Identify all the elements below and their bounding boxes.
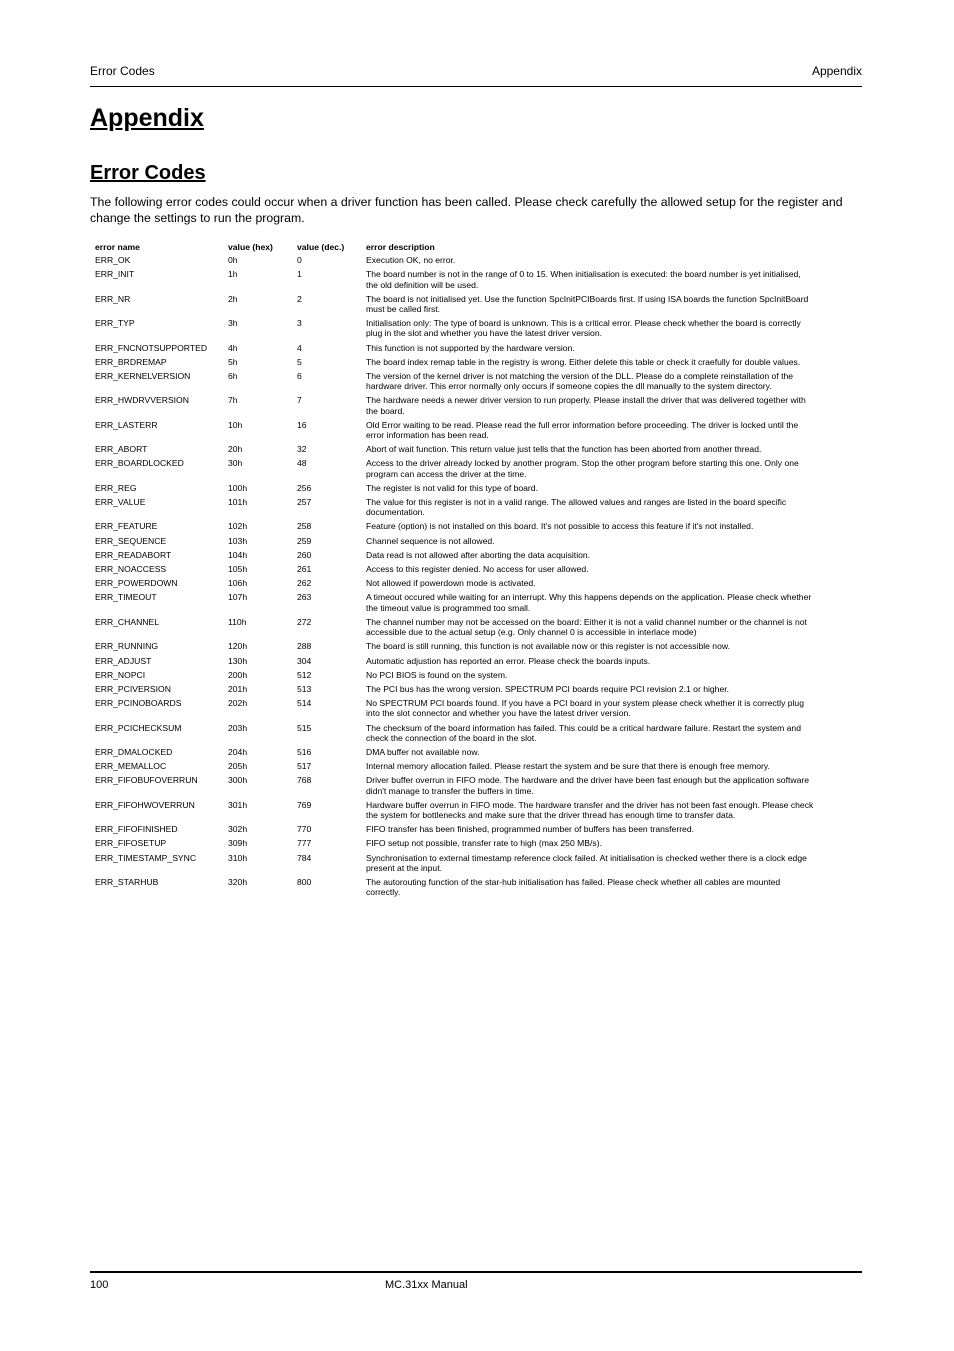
value-hex-cell: 1h <box>228 269 238 280</box>
value-hex-cell: 102h <box>228 521 248 532</box>
intro-paragraph: The following error codes could occur when a driver function has been called. Please check carefully the allowed setup for the register and change the settings to run the program. <box>90 195 843 225</box>
value-dec-cell: 48 <box>297 458 307 469</box>
table-row <box>93 656 817 670</box>
value-hex-cell: 6h <box>228 371 238 382</box>
value-hex-cell: 30h <box>228 458 243 469</box>
value-dec-cell: 1 <box>297 269 302 280</box>
table-row <box>93 877 817 901</box>
table-row <box>93 521 817 535</box>
table-row <box>93 853 817 877</box>
value-hex-cell: 120h <box>228 641 248 652</box>
error-description-cell: Automatic adjustion has reported an error. Please check the boards inputs. <box>366 655 651 666</box>
error-name-cell: ERR_VALUE <box>95 497 146 508</box>
error-description-cell: DMA buffer not available now. <box>366 746 480 757</box>
value-hex-cell: 103h <box>228 535 248 546</box>
value-dec-cell: 512 <box>297 669 312 680</box>
error-description-cell: Synchronisation to external timestamp reference clock failed. At initialisation is checked wether there is a clock edge present at the input. <box>366 852 807 873</box>
table-row <box>93 343 817 357</box>
error-description-cell: Access to the driver already locked by another program. Stop the other program before starting this one. Only one program can access the driver at the time. <box>366 458 799 479</box>
chapter-title: Appendix <box>90 104 204 132</box>
value-dec-cell: 257 <box>297 497 312 508</box>
error-name-cell: ERR_INIT <box>95 269 135 280</box>
table-header-row <box>93 242 817 255</box>
error-description-cell: Abort of wait function. This return value just tells that the function has been aborted from another thread. <box>366 444 762 455</box>
error-description-cell: No PCI BIOS is found on the system. <box>366 669 508 680</box>
value-dec-cell: 515 <box>297 722 312 733</box>
error-description-cell: The autorouting function of the star-hub initialisation has failed. Please check whether all cables are mounted correctly. <box>366 876 781 898</box>
error-name-cell: ERR_PCIVERSION <box>95 683 171 694</box>
value-hex-cell: 300h <box>228 775 248 786</box>
table-row <box>93 395 817 419</box>
error-description-cell: Channel sequence is not allowed. <box>366 535 495 546</box>
value-dec-cell: 7 <box>297 395 302 406</box>
table-row <box>93 617 817 641</box>
value-dec-cell: 259 <box>297 535 312 546</box>
value-hex-cell: 202h <box>228 698 248 709</box>
table-row <box>93 318 817 342</box>
value-hex-cell: 309h <box>228 838 248 849</box>
error-description-cell: Hardware buffer overrun in FIFO mode. The hardware transfer and the driver has not been fast enough. Please check the system for bottlenecks and make sure that the driver thread has enough time to transfer data. <box>366 799 814 820</box>
error-description-cell: FIFO setup not possible, transfer rate to high (max 250 MB/s). <box>366 838 602 849</box>
value-dec-cell: 5 <box>297 356 302 367</box>
error-name-cell: ERR_FIFOSETUP <box>95 838 167 849</box>
value-hex-cell: 7h <box>228 395 238 406</box>
value-dec-cell: 260 <box>297 549 312 560</box>
header-error-description: error description <box>366 242 435 252</box>
page-number: 100 <box>90 1279 109 1291</box>
error-description-cell: This function is not supported by the hardware version. <box>366 342 575 353</box>
error-name-cell: ERR_FIFOFINISHED <box>95 824 178 835</box>
error-description-cell: The channel number may not be accessed on the board: Either it is not a valid channel number or the channel is not accessible due to the actual setup (e.g. Only channel 0 is accessible in interlace mode) <box>366 616 807 638</box>
value-dec-cell: 272 <box>297 616 312 627</box>
value-hex-cell: 201h <box>228 683 248 694</box>
error-description-cell: Access to this register denied. No access for user allowed. <box>366 564 589 575</box>
value-dec-cell: 304 <box>297 655 312 666</box>
value-dec-cell: 517 <box>297 761 312 772</box>
value-dec-cell: 4 <box>297 342 302 353</box>
table-row <box>93 294 817 318</box>
value-hex-cell: 130h <box>228 655 248 666</box>
value-hex-cell: 110h <box>228 616 247 627</box>
error-description-cell: A timeout occured while waiting for an interrupt. Why this happens depends on the application. Please check whether the timeout value is programmed too small. <box>366 592 812 613</box>
value-dec-cell: 288 <box>297 641 312 652</box>
error-name-cell: ERR_TYP <box>95 318 135 329</box>
value-hex-cell: 3h <box>228 318 238 329</box>
table-row <box>93 747 817 761</box>
table-row <box>93 684 817 698</box>
table-row <box>93 698 817 722</box>
table-row <box>93 420 817 444</box>
value-dec-cell: 768 <box>297 775 312 786</box>
error-name-cell: ERR_LASTERR <box>95 419 158 430</box>
table-row <box>93 592 817 616</box>
value-dec-cell: 777 <box>297 838 312 849</box>
value-dec-cell: 513 <box>297 683 312 694</box>
page-header <box>90 62 862 87</box>
error-name-cell: ERR_ABORT <box>95 444 148 455</box>
value-hex-cell: 105h <box>228 564 248 575</box>
error-name-cell: ERR_HWDRVVERSION <box>95 395 189 406</box>
table-row <box>93 536 817 550</box>
error-description-cell: Feature (option) is not installed on this board. It's not possible to access this feature if it's not installed. <box>366 521 754 532</box>
value-hex-cell: 20h <box>228 444 243 455</box>
value-dec-cell: 2 <box>297 293 302 304</box>
table-row <box>93 670 817 684</box>
value-hex-cell: 4h <box>228 342 238 353</box>
value-dec-cell: 16 <box>297 419 307 430</box>
value-dec-cell: 256 <box>297 482 312 493</box>
error-name-cell: ERR_ADJUST <box>95 655 152 666</box>
value-hex-cell: 310h <box>228 852 248 863</box>
error-description-cell: FIFO transfer has been finished, programmed number of buffers has been transferred. <box>366 824 695 835</box>
error-name-cell: ERR_NOACCESS <box>95 564 167 575</box>
error-description-cell: The board is still running, this function is not available now or this register is not accessible now. <box>366 641 730 652</box>
value-dec-cell: 32 <box>297 444 307 455</box>
error-name-cell: ERR_REG <box>95 482 137 493</box>
value-hex-cell: 205h <box>228 761 248 772</box>
error-description-cell: The PCI bus has the wrong version. SPECTRUM PCI boards require PCI revision 2.1 or higher. <box>366 683 730 694</box>
error-description-cell: Internal memory allocation failed. Please restart the system and be sure that there is enough free memory. <box>366 761 770 772</box>
table-row <box>93 564 817 578</box>
error-name-cell: ERR_TIMESTAMP_SYNC <box>95 852 197 863</box>
value-hex-cell: 0h <box>228 255 238 266</box>
table-row <box>93 641 817 655</box>
table-row <box>93 458 817 482</box>
value-dec-cell: 784 <box>297 852 312 863</box>
value-hex-cell: 301h <box>228 799 248 810</box>
error-name-cell: ERR_FNCNOTSUPPORTED <box>95 342 208 353</box>
value-dec-cell: 258 <box>297 521 312 532</box>
error-description-cell: Execution OK, no error. <box>366 255 456 266</box>
error-description-cell: Data read is not allowed after aborting the data acquisition. <box>366 549 591 560</box>
table-row <box>93 578 817 592</box>
table-row <box>93 371 817 395</box>
table-row <box>93 838 817 852</box>
error-description-cell: The board is not initialised yet. Use the function SpcInitPCIBoards first. If using ISA boards the function SpcInitBoard must be called first. <box>366 293 809 315</box>
error-description-cell: The checksum of the board information has failed. This could be a critical hardware failure. Restart the system and check the connection of the board in the slot. <box>366 722 801 743</box>
value-dec-cell: 769 <box>297 799 312 810</box>
page-footer <box>90 1271 862 1291</box>
value-hex-cell: 200h <box>228 669 248 680</box>
value-hex-cell: 204h <box>228 746 248 757</box>
error-name-cell: ERR_NOPCI <box>95 669 146 680</box>
value-hex-cell: 302h <box>228 824 248 835</box>
value-dec-cell: 516 <box>297 746 312 757</box>
document-name: MC.31xx Manual <box>385 1279 468 1291</box>
error-name-cell: ERR_READABORT <box>95 549 172 560</box>
value-hex-cell: 104h <box>228 549 248 560</box>
error-name-cell: ERR_FEATURE <box>95 521 158 532</box>
error-description-cell: The board number is not in the range of 0 to 15. When initialisation is executed: the board number is yet initialised, the old definition will be used. <box>366 269 801 290</box>
value-dec-cell: 261 <box>297 564 312 575</box>
value-hex-cell: 203h <box>228 722 248 733</box>
header-chapter: Appendix <box>811 64 862 78</box>
table-row <box>93 761 817 775</box>
error-name-cell: ERR_MEMALLOC <box>95 761 167 772</box>
error-name-cell: ERR_NR <box>95 293 131 304</box>
error-name-cell: ERR_DMALOCKED <box>95 746 173 757</box>
error-description-cell: The register is not valid for this type of board. <box>366 482 538 493</box>
table-row <box>93 357 817 371</box>
error-description-cell: The value for this register is not in a valid range. The allowed values and ranges are listed in the board specific documentation. <box>366 497 787 518</box>
value-hex-cell: 100h <box>228 482 248 493</box>
error-description-cell: No SPECTRUM PCI boards found. If you have a PCI board in your system please check whether it is correctly plug into the slot connector and whether you have the latest driver version. <box>366 698 804 719</box>
value-hex-cell: 101h <box>228 497 248 508</box>
error-name-cell: ERR_SEQUENCE <box>95 535 167 546</box>
value-hex-cell: 107h <box>228 592 248 603</box>
table-row <box>93 550 817 564</box>
error-name-cell: ERR_PCINOBOARDS <box>95 698 182 709</box>
table-body <box>93 255 817 901</box>
header-error-name: error name <box>95 242 140 252</box>
value-hex-cell: 5h <box>228 356 238 367</box>
error-description-cell: The board index remap table in the registry is wrong. Either delete this table or check it craefully for double values. <box>366 356 801 367</box>
error-name-cell: ERR_KERNELVERSION <box>95 371 191 382</box>
table-row <box>93 483 817 497</box>
error-description-cell: Driver buffer overrun in FIFO mode. The hardware and the driver have been fast enough but the application software didn't manage to transfer the buffers in time. <box>366 775 809 796</box>
value-dec-cell: 3 <box>297 318 302 329</box>
error-name-cell: ERR_OK <box>95 255 131 266</box>
table-row <box>93 775 817 799</box>
table-row <box>93 444 817 458</box>
header-value-hex: value (hex) <box>228 242 273 252</box>
error-description-cell: The version of the kernel driver is not matching the version of the DLL. Please do a complete reinstallation of the hardware driver. This error normally only occurs if someone copies the dll manually to the system directory. <box>366 371 794 392</box>
error-name-cell: ERR_RUNNING <box>95 641 159 652</box>
error-name-cell: ERR_CHANNEL <box>95 616 159 627</box>
section-title: Error Codes <box>90 162 206 184</box>
error-name-cell: ERR_BRDREMAP <box>95 356 167 367</box>
error-codes-table <box>93 242 817 901</box>
error-name-cell: ERR_STARHUB <box>95 876 159 887</box>
error-description-cell: Initialisation only: The type of board is unknown. This is a critical error. Please check whether the board is correctly plug in the slot and whether you have the latest driver version. <box>366 318 801 339</box>
header-section: Error Codes <box>90 64 155 78</box>
value-dec-cell: 0 <box>297 255 302 266</box>
value-hex-cell: 106h <box>228 578 248 589</box>
table-row <box>93 269 817 293</box>
value-dec-cell: 6 <box>297 371 302 382</box>
table-row <box>93 723 817 747</box>
error-name-cell: ERR_TIMEOUT <box>95 592 157 603</box>
value-dec-cell: 514 <box>297 698 312 709</box>
error-description-cell: Not allowed if powerdown mode is activated. <box>366 578 536 589</box>
value-hex-cell: 320h <box>228 876 248 887</box>
value-dec-cell: 800 <box>297 876 312 887</box>
table-row <box>93 824 817 838</box>
error-name-cell: ERR_FIFOBUFOVERRUN <box>95 775 198 786</box>
value-dec-cell: 262 <box>297 578 312 589</box>
header-value-dec: value (dec.) <box>297 242 345 252</box>
error-description-cell: Old Error waiting to be read. Please read the full error information before proceeding. The driver is locked until the error information has been read. <box>366 419 799 441</box>
value-hex-cell: 2h <box>228 293 238 304</box>
value-dec-cell: 770 <box>297 824 312 835</box>
error-name-cell: ERR_POWERDOWN <box>95 578 178 589</box>
error-description-cell: The hardware needs a newer driver version to run properly. Please install the driver that was delivered together with the board. <box>366 395 806 416</box>
error-name-cell: ERR_BOARDLOCKED <box>95 458 184 469</box>
value-dec-cell: 263 <box>297 592 312 603</box>
value-hex-cell: 10h <box>228 419 243 430</box>
table-row <box>93 497 817 521</box>
error-name-cell: ERR_FIFOHWOVERRUN <box>95 799 195 810</box>
table-row <box>93 800 817 824</box>
error-name-cell: ERR_PCICHECKSUM <box>95 722 182 733</box>
table-row <box>93 255 817 269</box>
